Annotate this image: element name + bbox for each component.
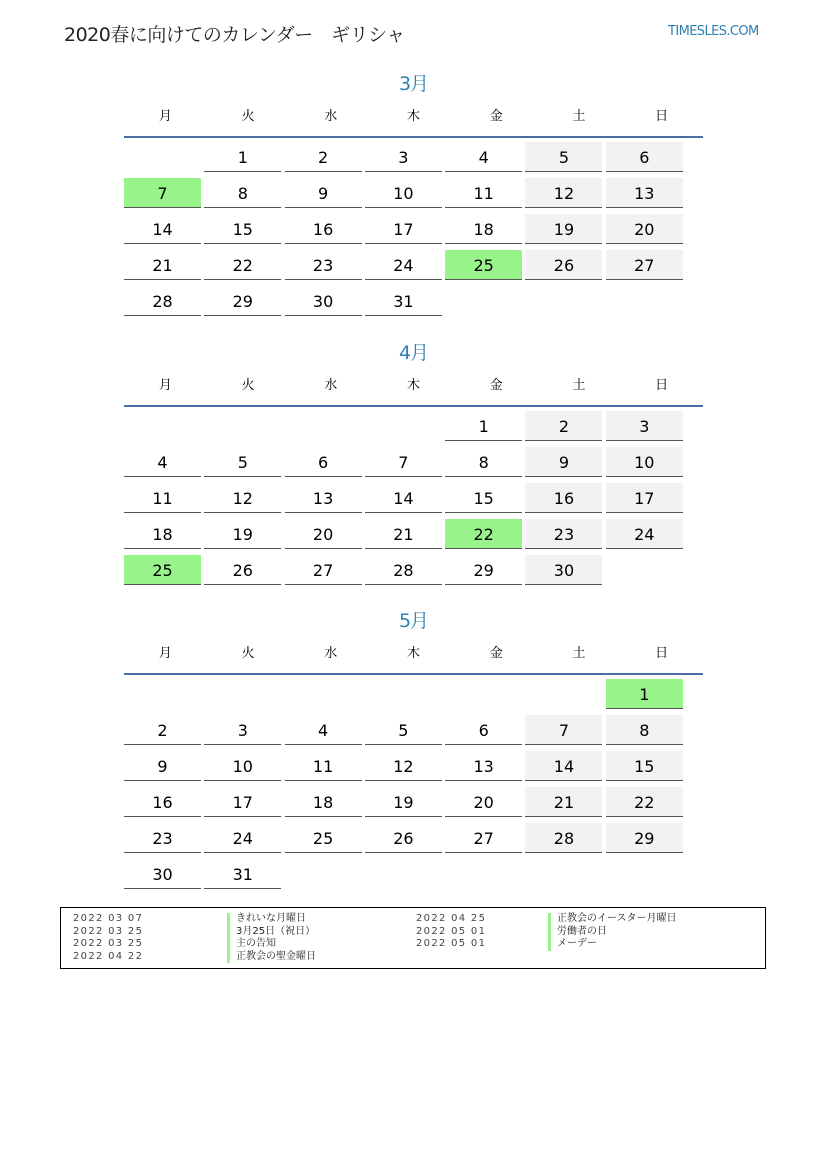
day-cell: 31 [365,286,442,316]
weekday-thu: 木 [407,646,421,661]
legend-date: 2022 05 01 [416,925,487,937]
day-cell: 24 [204,823,281,853]
day-cell: 8 [445,447,522,477]
day-cell: 6 [606,142,683,172]
day-cell: 28 [525,823,602,853]
legend-holiday-name: 労働者の日 [548,926,677,939]
day-cell: 3 [365,142,442,172]
site-link[interactable]: TIMESLES.COM [668,24,759,39]
day-cell: 10 [606,447,683,477]
page-title: 2020春に向けてのカレンダー ギリシャ [64,24,405,46]
day-cell: 4 [124,447,201,477]
day-grid [124,679,703,895]
day-cell: 15 [204,214,281,244]
day-cell: 10 [365,178,442,208]
day-cell: 20 [285,519,362,549]
day-cell: 30 [285,286,362,316]
legend-name-column-right [548,913,677,951]
empty-day-cell [365,679,442,709]
day-cell: 17 [606,483,683,513]
weekday-header [124,98,703,138]
day-cell: 23 [124,823,201,853]
day-cell: 6 [285,447,362,477]
day-cell: 20 [606,214,683,244]
holiday-day-cell: 25 [124,555,201,585]
day-cell: 27 [606,250,683,280]
month-april [124,339,703,591]
month-title: 4月 [398,342,429,364]
day-cell: 16 [124,787,201,817]
day-cell: 27 [285,555,362,585]
day-cell: 23 [285,250,362,280]
day-grid [124,411,703,591]
weekday-wed: 水 [324,646,338,661]
day-cell: 14 [365,483,442,513]
day-cell: 23 [525,519,602,549]
day-cell: 18 [445,214,522,244]
legend-holiday-name: きれいな月曜日 [227,913,316,926]
day-cell: 8 [606,715,683,745]
day-cell: 12 [525,178,602,208]
day-cell: 16 [285,214,362,244]
weekday-fri: 金 [489,646,503,661]
day-cell: 18 [124,519,201,549]
day-cell: 19 [204,519,281,549]
day-cell: 17 [204,787,281,817]
day-cell: 26 [204,555,281,585]
day-cell: 15 [606,751,683,781]
day-cell: 13 [445,751,522,781]
month-title: 3月 [398,73,429,95]
day-cell: 25 [285,823,362,853]
day-cell: 21 [124,250,201,280]
day-cell: 30 [124,859,201,889]
day-cell: 13 [606,178,683,208]
empty-day-cell [525,679,602,709]
weekday-sat: 土 [572,646,586,661]
day-cell: 3 [606,411,683,441]
day-cell: 14 [124,214,201,244]
legend-date: 2022 05 01 [416,938,487,949]
day-cell: 13 [285,483,362,513]
day-cell: 11 [124,483,201,513]
day-cell: 7 [525,715,602,745]
day-cell: 5 [365,715,442,745]
day-cell: 10 [204,751,281,781]
day-cell: 12 [204,483,281,513]
day-cell: 24 [606,519,683,549]
day-cell: 9 [525,447,602,477]
empty-day-cell [204,679,281,709]
day-cell: 20 [445,787,522,817]
legend-holiday-name: メーデー [548,938,677,951]
holiday-day-cell: 1 [606,679,683,709]
weekday-sun: 日 [655,378,669,393]
weekday-thu: 木 [407,378,421,393]
legend-date: 2022 04 25 [416,913,487,924]
day-cell: 28 [365,555,442,585]
weekday-fri: 金 [489,109,503,124]
day-cell: 26 [365,823,442,853]
weekday-tue: 火 [241,378,255,393]
day-cell: 2 [525,411,602,441]
legend-holiday-name: 正教会の聖金曜日 [227,951,316,964]
day-cell: 22 [204,250,281,280]
day-cell: 11 [445,178,522,208]
day-cell: 2 [285,142,362,172]
holiday-legend [60,907,766,969]
day-cell: 21 [365,519,442,549]
legend-holiday-name: 正教会のイースター月曜日 [548,913,677,926]
weekday-header [124,635,703,675]
day-cell: 7 [365,447,442,477]
weekday-wed: 水 [324,378,338,393]
day-cell: 31 [204,859,281,889]
weekday-mon: 月 [158,109,172,124]
legend-date: 2022 04 22 [73,950,144,962]
day-cell: 27 [445,823,522,853]
day-cell: 28 [124,286,201,316]
holiday-day-cell: 25 [445,250,522,280]
day-cell: 3 [204,715,281,745]
day-cell: 29 [445,555,522,585]
day-cell: 5 [204,447,281,477]
day-cell: 19 [525,214,602,244]
month-may [124,607,703,895]
day-cell: 30 [525,555,602,585]
weekday-tue: 火 [241,646,255,661]
day-cell: 19 [365,787,442,817]
day-cell: 5 [525,142,602,172]
day-cell: 6 [445,715,522,745]
weekday-sun: 日 [655,109,669,124]
day-cell: 21 [525,787,602,817]
weekday-mon: 月 [158,378,172,393]
legend-date-column-right [416,913,486,951]
day-cell: 16 [525,483,602,513]
weekday-fri: 金 [489,378,503,393]
weekday-tue: 火 [241,109,255,124]
day-cell: 4 [285,715,362,745]
day-cell: 12 [365,751,442,781]
legend-date: 2022 03 07 [73,913,144,924]
legend-date: 2022 03 25 [73,938,144,949]
empty-day-cell [124,142,201,172]
day-cell: 26 [525,250,602,280]
legend-name-column-left [227,913,316,963]
legend-holiday-name: 3月25日（祝日） [227,926,316,939]
day-cell: 11 [285,751,362,781]
weekday-sun: 日 [655,646,669,661]
empty-day-cell [285,679,362,709]
day-cell: 22 [606,787,683,817]
day-cell: 29 [606,823,683,853]
legend-date-column-left [73,913,143,963]
legend-holiday-name: 主の告知 [227,938,316,951]
empty-day-cell [445,679,522,709]
day-cell: 1 [204,142,281,172]
day-cell: 14 [525,751,602,781]
holiday-day-cell: 22 [445,519,522,549]
day-cell: 9 [285,178,362,208]
day-cell: 15 [445,483,522,513]
weekday-header [124,367,703,407]
weekday-wed: 水 [324,109,338,124]
day-cell: 8 [204,178,281,208]
month-title: 5月 [398,610,429,632]
day-grid [124,142,703,322]
holiday-day-cell: 7 [124,178,201,208]
month-march [124,70,703,322]
empty-day-cell [124,679,201,709]
legend-date: 2022 03 25 [73,925,144,937]
empty-day-cell [124,411,201,441]
day-cell: 1 [445,411,522,441]
day-cell: 29 [204,286,281,316]
day-cell: 9 [124,751,201,781]
day-cell: 18 [285,787,362,817]
day-cell: 17 [365,214,442,244]
empty-day-cell [204,411,281,441]
empty-day-cell [365,411,442,441]
weekday-thu: 木 [407,109,421,124]
day-cell: 4 [445,142,522,172]
weekday-sat: 土 [572,109,586,124]
day-cell: 24 [365,250,442,280]
weekday-mon: 月 [158,646,172,661]
weekday-sat: 土 [572,378,586,393]
empty-day-cell [285,411,362,441]
day-cell: 2 [124,715,201,745]
